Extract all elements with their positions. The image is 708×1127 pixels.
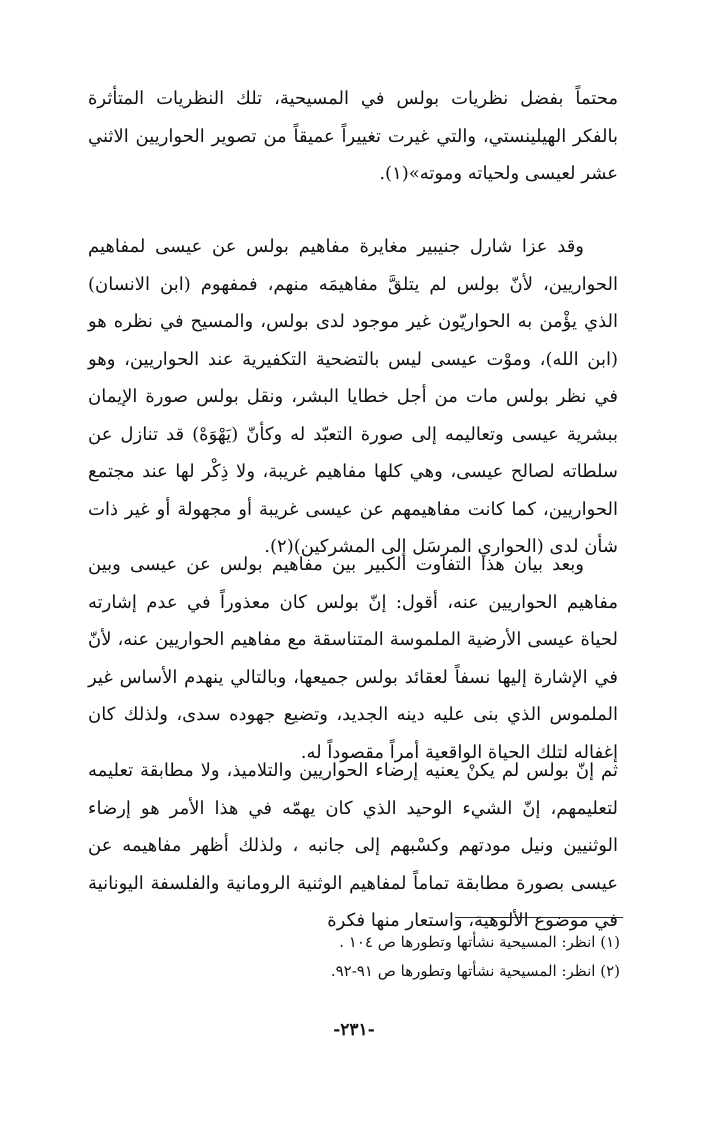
footnote-2: (٢) انظر: المسيحية نشأتها وتطورها ص ٩١-٩٢. (330, 962, 620, 980)
paragraph-4: ثم إنّ بولس لم يكنْ يعنيه إرضاء الحواريين والتلاميذ، ولا مطابقة تعليمه لتعليمهم، إنّ الشيء الوحيد الذي كان يهمّه في هذا الأمر هو إرضاء الوثنيين ونيل مودتهم وكسْبهم إلى جانبه ، ولذلك أظهر مفاهيمه عن عيسى بصورة مطابقة تماماً لمفاهيم الوثنية الرومانية والفلسفة اليونانية في موضوع الألوهية، واستعار منها فكرة (88, 760, 618, 931)
paragraph-2: وقد عزا شارل جنيبير مغايرة مفاهيم بولس عن عيسى لمفاهيم الحواريين، لأنّ بولس لم يتلقَّ مفاهيمَه منهم، فمفهوم (ابن الانسان) الذي يؤْمن به الحواريّون غير موجود لدى بولس، والمسيح في نظره هو (ابن الله)، وموْت عيسى ليس بالتضحية التكفيرية عند الحواريين، وهو في نظر بولس مات من أجل خطايا البشر، ونقل بولس صورة الإيمان ببشرية عيسى وتعاليمه إلى صورة التعبّد له وكأنّ (يَهْوَهْ) قد تنازل عن سلطاته لصالح عيسى، وهي كلها مفاهيم غريبة، ولا ذِكْر لها عند مجتمع الحواريين، كما كانت مفاهيمهم عن عيسى غريبة أو مجهولة أو غير ذات شأن لدى (الحواري المرسَل إلى المشركين)(٢). (88, 236, 618, 557)
body-text (88, 546, 618, 771)
footnotes (100, 928, 620, 986)
footnote-1: (١) انظر: المسيحية نشأتها وتطورها ص ١٠٤ . (339, 933, 620, 951)
body-text (88, 80, 618, 193)
paragraph-1: محتماً بفضل نظريات بولس في المسيحية، تلك النظريات المتأثرة بالفكر الهيلينستي، والتي غيرت تغييراً عميقاً من تصوير الحواريين الاثني عشر لعيسى ولحياته وموته»(١). (88, 88, 618, 184)
page-number: -٢٣١- (333, 1020, 375, 1040)
footnote-separator (455, 917, 623, 918)
body-text (88, 752, 618, 940)
paragraph-3: وبعد بيان هذا التفاوت الكبير بين مفاهيم بولس عن عيسى وبين مفاهيم الحواريين عنه، أقول: إنّ بولس كان معذوراً في عدم إشارته لحياة عيسى الأرضية الملموسة المتناسقة مع مفاهيم الحواريين عنه، لأنّ في الإشارة إليها نسفاً لعقائد بولس جميعها، وبالتالي ينهدم الأساس غير الملموس الذي بنى عليه دينه الجديد، وتضيع جهوده سدى، ولذلك كان إغفاله لتلك الحياة الواقعية أمراً مقصوداً له. (88, 554, 618, 763)
body-text (88, 228, 618, 566)
